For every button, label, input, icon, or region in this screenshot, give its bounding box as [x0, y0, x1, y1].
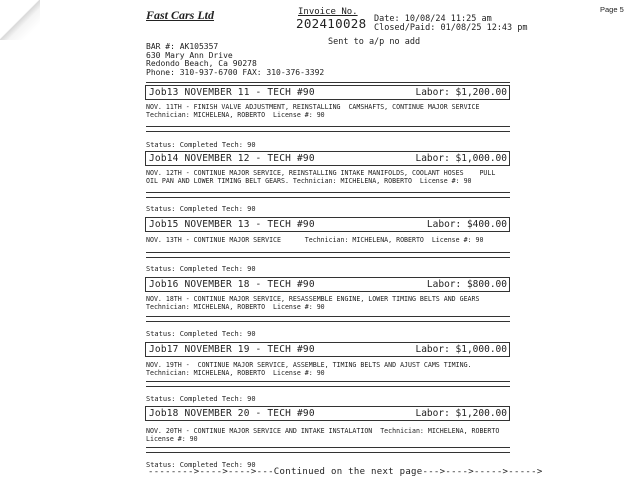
- page-number: Page 5: [600, 5, 624, 14]
- invoice-date: Date: 10/08/24 11:25 am: [374, 14, 492, 24]
- separator-rule: [146, 126, 510, 127]
- job-title: Job18 NOVEMBER 20 - TECH #90: [149, 408, 315, 419]
- job-header: [145, 406, 510, 421]
- job-status: Status: Completed Tech: 90: [146, 265, 256, 273]
- separator-rule: [146, 386, 510, 387]
- job-labor: Labor: $1,200.00: [415, 408, 507, 419]
- date-block: [374, 15, 528, 33]
- separator-rule: [146, 131, 510, 132]
- job-title: Job14 NOVEMBER 12 - TECH #90: [149, 153, 315, 164]
- separator-rule: [146, 447, 510, 448]
- page-curl-corner: [0, 0, 40, 40]
- closed-paid-date: Closed/Paid: 01/08/25 12:43 pm: [374, 23, 528, 33]
- separator-rule: [146, 381, 510, 382]
- job-description: NOV. 13TH - CONTINUE MAJOR SERVICE Technician: MICHELENA, ROBERTO License #: 90: [146, 236, 484, 244]
- sent-note: Sent to a/p no add: [328, 37, 421, 47]
- invoice-label: Invoice No.: [298, 7, 358, 17]
- job-title: Job16 NOVEMBER 18 - TECH #90: [149, 279, 315, 290]
- job-header: [145, 342, 510, 357]
- job-status: Status: Completed Tech: 90: [146, 395, 256, 403]
- continued-footer: -------->---->---->---Continued on the next page--->---->----->----->: [148, 467, 543, 477]
- separator-rule: [146, 321, 510, 322]
- separator-rule: [146, 316, 510, 317]
- job-labor: Labor: $1,000.00: [415, 344, 507, 355]
- separator-rule: [146, 82, 510, 83]
- shop-address-line1: 630 Mary Ann Drive: [146, 50, 233, 60]
- job-description: NOV. 11TH - FINISH VALVE ADJUSTMENT, REINSTALLING CAMSHAFTS, CONTINUE MAJOR SERVICE Technician: MICHELENA, ROBERTO License #: 90: [146, 103, 480, 119]
- job-labor: Labor: $1,200.00: [415, 87, 507, 98]
- separator-rule: [146, 192, 510, 193]
- job-status: Status: Completed Tech: 90: [146, 141, 256, 149]
- job-description: NOV. 19TH - CONTINUE MAJOR SERVICE, ASSEMBLE, TIMING BELTS AND AJUST CAMS TIMING. Technician: MICHELENA, ROBERTO License #: 90: [146, 361, 472, 377]
- job-description: NOV. 20TH - CONTINUE MAJOR SERVICE AND INTAKE INSTALATION Technician: MICHELENA, ROBERTO License #: 90: [146, 427, 500, 443]
- separator-rule: [146, 197, 510, 198]
- shop-address-line2: Redondo Beach, Ca 90278: [146, 59, 257, 69]
- separator-rule: [146, 257, 510, 258]
- job-header: [145, 217, 510, 232]
- separator-rule: [146, 452, 510, 453]
- job-header: [145, 85, 510, 100]
- job-title: Job17 NOVEMBER 19 - TECH #90: [149, 344, 315, 355]
- shop-phone-fax: Phone: 310-937-6700 FAX: 310-376-3392: [146, 67, 325, 77]
- job-title: Job13 NOVEMBER 11 - TECH #90: [149, 87, 315, 98]
- job-status: Status: Completed Tech: 90: [146, 461, 256, 469]
- shop-info: [146, 43, 324, 77]
- job-labor: Labor: $400.00: [426, 219, 507, 230]
- job-header: [145, 277, 510, 292]
- job-labor: Labor: $800.00: [426, 279, 507, 290]
- job-description: NOV. 18TH - CONTINUE MAJOR SERVICE, RESASSEMBLE ENGINE, LOWER TIMING BELTS AND GEARS Technician: MICHELENA, ROBERTO License #: 90: [146, 295, 480, 311]
- invoice-number: 202410028: [296, 16, 367, 31]
- job-header: [145, 151, 510, 166]
- job-title: Job15 NOVEMBER 13 - TECH #90: [149, 219, 315, 230]
- company-name: Fast Cars Ltd: [146, 8, 215, 22]
- job-labor: Labor: $1,000.00: [415, 153, 507, 164]
- separator-rule: [146, 252, 510, 253]
- job-description: NOV. 12TH - CONTINUE MAJOR SERVICE, REINSTALLING INTAKE MANIFOLDS, COOLANT HOSES PULL OIL PAN AND LOWER TIMING BELT GEARS. Technician: MICHELENA, ROBERTO License #: 90: [146, 169, 496, 185]
- job-status: Status: Completed Tech: 90: [146, 205, 256, 213]
- job-status: Status: Completed Tech: 90: [146, 330, 256, 338]
- bar-number: BAR #: AK105357: [146, 42, 219, 51]
